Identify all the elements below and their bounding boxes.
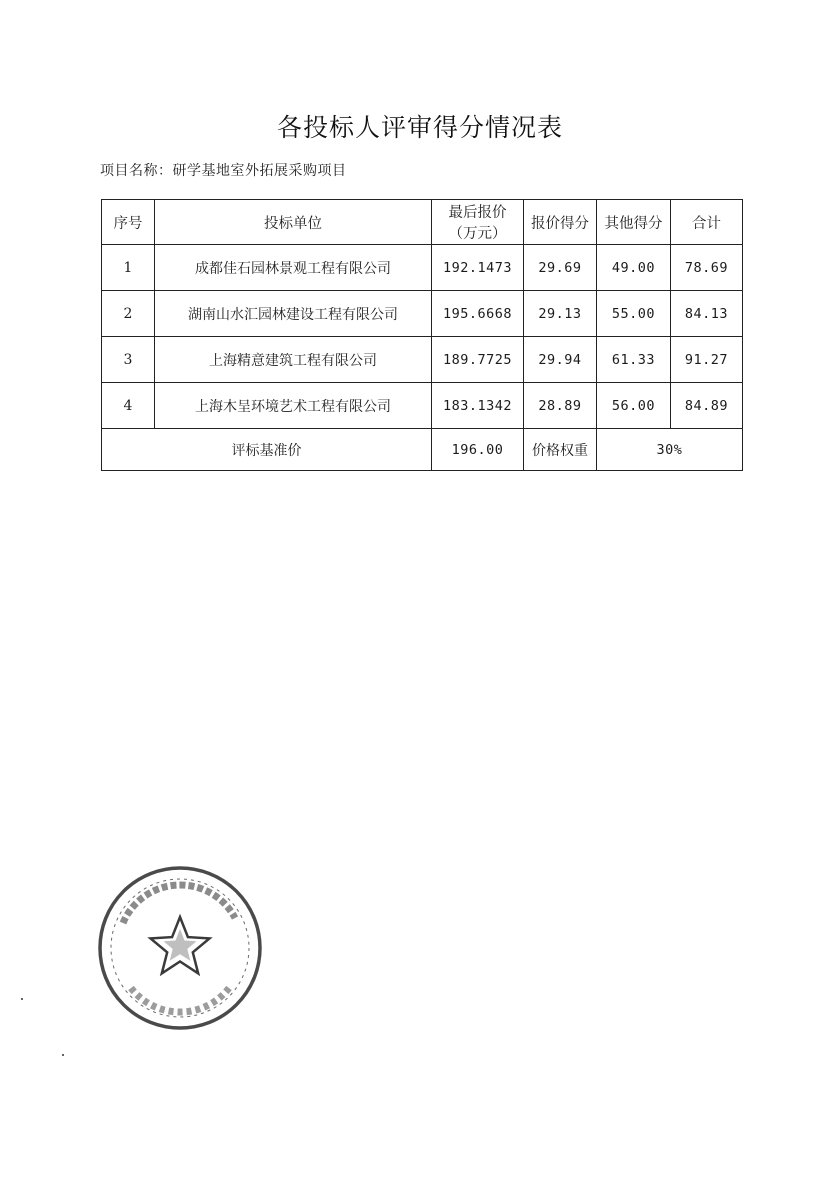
weight-value: 30% bbox=[597, 429, 743, 471]
benchmark-value: 196.00 bbox=[432, 429, 524, 471]
header-price-score: 报价得分 bbox=[524, 200, 597, 245]
cell-total: 84.89 bbox=[671, 383, 743, 429]
weight-label: 价格权重 bbox=[524, 429, 597, 471]
cell-other-score: 49.00 bbox=[597, 245, 671, 291]
benchmark-label: 评标基准价 bbox=[102, 429, 432, 471]
cell-bidder: 上海精意建筑工程有限公司 bbox=[155, 337, 432, 383]
cell-other-score: 55.00 bbox=[597, 291, 671, 337]
table-footer-row bbox=[102, 429, 743, 471]
cell-bidder: 上海木呈环境艺术工程有限公司 bbox=[155, 383, 432, 429]
cell-price-score: 29.94 bbox=[524, 337, 597, 383]
cell-total: 91.27 bbox=[671, 337, 743, 383]
seal-graphic bbox=[100, 868, 260, 1028]
cell-seq: 2 bbox=[102, 291, 155, 337]
table-row bbox=[102, 245, 743, 291]
header-price-line2: （万元） bbox=[448, 226, 507, 242]
cell-seq: 3 bbox=[102, 337, 155, 383]
scan-speck bbox=[21, 998, 23, 1000]
header-seq: 序号 bbox=[102, 200, 155, 245]
official-seal-icon bbox=[95, 863, 265, 1033]
table-header-row bbox=[102, 200, 743, 245]
cell-price-score: 29.69 bbox=[524, 245, 597, 291]
cell-bidder: 成都佳石园林景观工程有限公司 bbox=[155, 245, 432, 291]
project-label: 项目名称： bbox=[100, 163, 173, 179]
header-other-score: 其他得分 bbox=[597, 200, 671, 245]
score-table bbox=[101, 199, 743, 471]
header-price bbox=[432, 200, 524, 245]
cell-price: 183.1342 bbox=[432, 383, 524, 429]
cell-total: 84.13 bbox=[671, 291, 743, 337]
project-name: 研学基地室外拓展采购项目 bbox=[172, 163, 347, 179]
cell-total: 78.69 bbox=[671, 245, 743, 291]
header-price-line1: 最后报价 bbox=[448, 205, 507, 221]
cell-price: 195.6668 bbox=[432, 291, 524, 337]
cell-price-score: 29.13 bbox=[524, 291, 597, 337]
table-row bbox=[102, 291, 743, 337]
document-title: 各投标人评审得分情况表 bbox=[276, 113, 563, 142]
cell-other-score: 61.33 bbox=[597, 337, 671, 383]
cell-price: 189.7725 bbox=[432, 337, 524, 383]
table-row bbox=[102, 383, 743, 429]
star-inner-icon bbox=[164, 929, 197, 961]
cell-bidder: 湖南山水汇园林建设工程有限公司 bbox=[155, 291, 432, 337]
project-line bbox=[100, 160, 347, 180]
cell-seq: 1 bbox=[102, 245, 155, 291]
cell-other-score: 56.00 bbox=[597, 383, 671, 429]
scan-speck bbox=[62, 1054, 64, 1056]
header-total: 合计 bbox=[671, 200, 743, 245]
cell-price: 192.1473 bbox=[432, 245, 524, 291]
table-row bbox=[102, 337, 743, 383]
header-bidder: 投标单位 bbox=[155, 200, 432, 245]
cell-seq: 4 bbox=[102, 383, 155, 429]
cell-price-score: 28.89 bbox=[524, 383, 597, 429]
